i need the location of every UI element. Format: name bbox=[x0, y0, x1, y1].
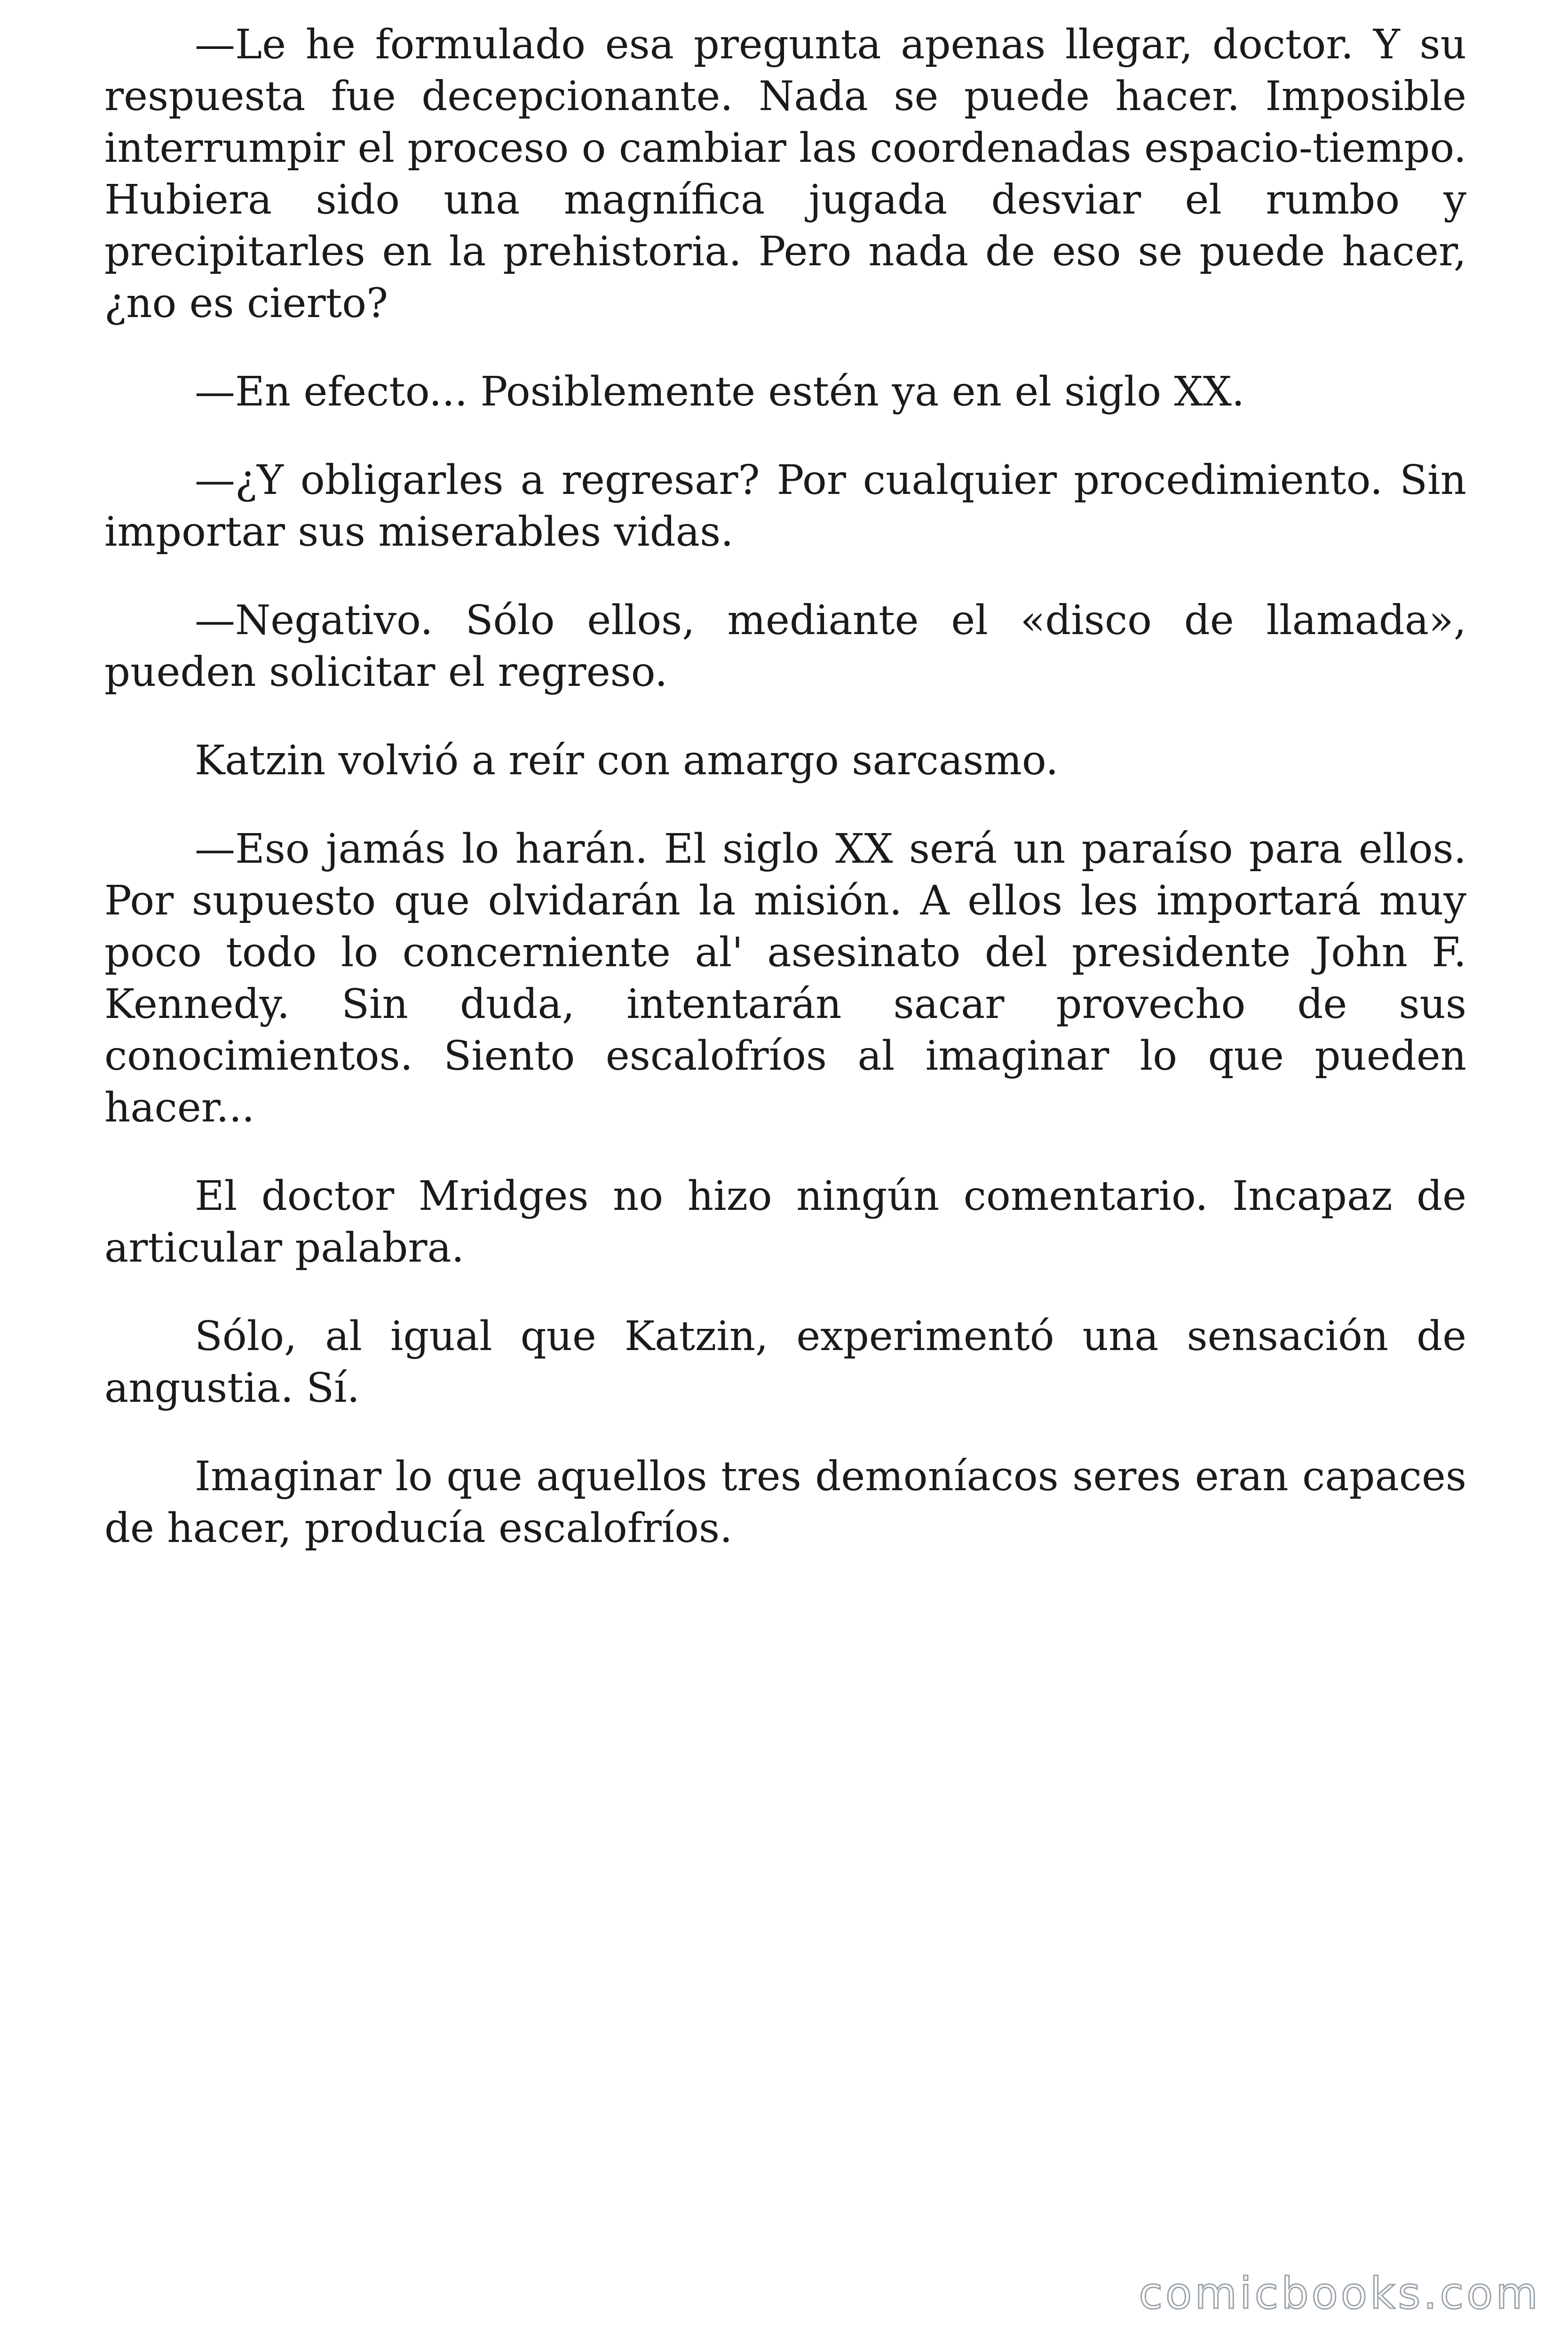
page-body bbox=[104, 19, 1466, 1554]
paragraph: —En efecto... Posiblemente estén ya en el siglo XX. bbox=[195, 368, 1245, 415]
watermark: comicbooks.com bbox=[1139, 2268, 1541, 2319]
paragraph: Sólo, al igual que Katzin, experimentó una sensación de angustia. Sí. bbox=[104, 1313, 1466, 1412]
paragraph: —¿Y obligarles a regresar? Por cualquier procedimiento. Sin importar sus miserables vidas. bbox=[104, 457, 1466, 556]
paragraph: Imaginar lo que aquellos tres demoníacos seres eran capaces de hacer, producía escalofríos. bbox=[104, 1453, 1466, 1552]
paragraph: —Negativo. Sólo ellos, mediante el «disco de llamada», pueden solicitar el regreso. bbox=[104, 597, 1466, 696]
paragraph: —Eso jamás lo harán. El siglo XX será un paraíso para ellos. Por supuesto que olvidarán la misión. A ellos les importará muy poco todo lo concerniente al' asesinato del presidente John F. Kennedy. Sin duda, intentarán sacar provecho de sus conocimientos. Siento escalofríos al imaginar lo que pueden hacer... bbox=[104, 826, 1466, 1131]
paragraph: Katzin volvió a reír con amargo sarcasmo. bbox=[195, 737, 1059, 784]
paragraph: —Le he formulado esa pregunta apenas llegar, doctor. Y su respuesta fue decepcionante. Nada se puede hacer. Imposible interrumpir el proceso o cambiar las coordenadas espacio-tiempo. Hubiera sido una magnífica jugada desviar el rumbo y precipitarles en la prehistoria. Pero nada de eso se puede hacer, ¿no es cierto? bbox=[104, 21, 1466, 327]
paragraph: El doctor Mridges no hizo ningún comentario. Incapaz de articular palabra. bbox=[104, 1173, 1466, 1271]
